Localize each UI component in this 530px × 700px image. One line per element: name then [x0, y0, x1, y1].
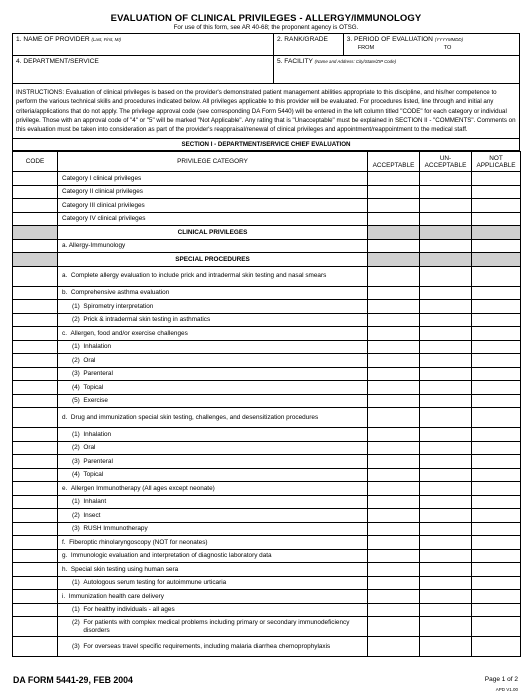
- row-unacceptable-cell[interactable]: [420, 327, 472, 341]
- item-marker: (3): [72, 457, 84, 465]
- row-code-cell[interactable]: [13, 549, 58, 563]
- rank-grade-label: 2. RANK/GRADE: [276, 36, 328, 43]
- item-label: Immunologic evaluation and interpretation of diagnostic laboratory data: [70, 552, 272, 560]
- table-row: [13, 482, 521, 496]
- row-unacceptable-cell[interactable]: [420, 482, 472, 496]
- table-row: [13, 428, 521, 442]
- item-marker: (1): [72, 606, 84, 614]
- clinical-privileges-header-label: CLINICAL PRIVILEGES: [58, 226, 368, 240]
- item-label: Special skin testing using human sera: [70, 565, 179, 573]
- row-acceptable-cell[interactable]: [368, 549, 420, 563]
- row-code-cell[interactable]: [13, 327, 58, 341]
- table-row: [13, 441, 521, 455]
- item-label: Oral: [83, 356, 96, 364]
- item-label: Spirometry interpretation: [83, 302, 154, 310]
- table-row: [13, 549, 521, 563]
- item-marker: (1): [72, 343, 84, 351]
- provider-name-field[interactable]: [13, 34, 274, 55]
- provider-info-box: [12, 33, 520, 151]
- table-row: [13, 354, 521, 368]
- item-label: Comprehensive asthma evaluation: [70, 289, 170, 297]
- item-marker: (4): [72, 471, 84, 479]
- row-acceptable-cell[interactable]: [368, 212, 420, 226]
- evaluation-period-field[interactable]: [344, 34, 519, 55]
- item-marker: e.: [62, 484, 71, 492]
- privilege-item: [58, 522, 368, 536]
- rank-grade-field[interactable]: [274, 34, 344, 55]
- column-header-not-applicable: NOT APPLICABLE: [472, 152, 521, 172]
- table-row: [13, 455, 521, 469]
- table-row: [13, 286, 521, 300]
- row-acceptable-cell[interactable]: [368, 199, 420, 213]
- form-number: DA FORM 5441-29, FEB 2004: [13, 675, 133, 685]
- clinical-privileges-header: [13, 226, 521, 240]
- row-acceptable-cell[interactable]: [368, 482, 420, 496]
- department-field[interactable]: [13, 56, 274, 83]
- privilege-item: [58, 482, 368, 496]
- table-row: [13, 536, 521, 550]
- row-not-applicable-cell[interactable]: [472, 549, 521, 563]
- row-unacceptable-cell[interactable]: [420, 590, 472, 604]
- row-code-cell[interactable]: [13, 381, 58, 395]
- row-not-applicable-cell[interactable]: [472, 603, 521, 617]
- row-unacceptable-cell[interactable]: [420, 239, 472, 253]
- privilege-item: [58, 354, 368, 368]
- item-label: Insect: [83, 511, 101, 519]
- table-row: [13, 199, 521, 213]
- row-not-applicable-cell[interactable]: [472, 212, 521, 226]
- shaded-cell: [368, 226, 420, 240]
- row-acceptable-cell[interactable]: [368, 576, 420, 590]
- item-marker: (2): [72, 444, 84, 452]
- privilege-item: Category IV clinical privileges: [58, 212, 368, 226]
- privilege-item: [58, 381, 368, 395]
- row-not-applicable-cell[interactable]: [472, 536, 521, 550]
- row-code-cell[interactable]: [13, 482, 58, 496]
- item-label: For patients with complex medical problems including primary or secondary immunodeficiency disorders: [83, 618, 350, 634]
- row-code-cell[interactable]: [13, 239, 58, 253]
- item-marker: c.: [62, 329, 71, 337]
- shaded-cell: [13, 226, 58, 240]
- item-marker: (4): [72, 383, 84, 391]
- privilege-item: [58, 313, 368, 327]
- row-unacceptable-cell[interactable]: [420, 212, 472, 226]
- item-label: Drug and immunization special skin testing, challenges, and desensitization procedures: [70, 413, 319, 421]
- row-acceptable-cell[interactable]: [368, 172, 420, 186]
- privilege-item: [58, 590, 368, 604]
- table-row: [13, 522, 521, 536]
- privilege-item: [58, 286, 368, 300]
- row-unacceptable-cell[interactable]: [420, 495, 472, 509]
- row-unacceptable-cell[interactable]: [420, 172, 472, 186]
- row-unacceptable-cell[interactable]: [420, 354, 472, 368]
- row-unacceptable-cell[interactable]: [420, 576, 472, 590]
- privilege-item: Category II clinical privileges: [58, 185, 368, 199]
- row-code-cell[interactable]: [13, 563, 58, 577]
- privilege-item: [58, 455, 368, 469]
- row-unacceptable-cell[interactable]: [420, 266, 472, 286]
- item-label: Parenteral: [83, 457, 113, 465]
- table-row: [13, 340, 521, 354]
- privilege-item: [58, 266, 368, 286]
- item-marker: (2): [72, 511, 84, 519]
- evaluation-form: [12, 13, 520, 657]
- row-code-cell[interactable]: [13, 576, 58, 590]
- privilege-item: [58, 300, 368, 314]
- privilege-item: [58, 394, 368, 408]
- row-not-applicable-cell[interactable]: [472, 286, 521, 300]
- row-acceptable-cell[interactable]: [368, 495, 420, 509]
- row-not-applicable-cell[interactable]: [472, 509, 521, 523]
- item-label: Allergen Immunotherapy (All ages except neonate): [70, 484, 215, 492]
- privilege-item: [58, 468, 368, 482]
- table-row: [13, 509, 521, 523]
- row-code-cell[interactable]: [13, 354, 58, 368]
- privilege-item: a. Allergy-Immunology: [58, 239, 368, 253]
- row-acceptable-cell[interactable]: [368, 563, 420, 577]
- row-code-cell[interactable]: [13, 522, 58, 536]
- item-marker: b.: [62, 289, 71, 297]
- row-not-applicable-cell[interactable]: [472, 199, 521, 213]
- row-acceptable-cell[interactable]: [368, 522, 420, 536]
- table-row: [13, 408, 521, 428]
- privilege-item: [58, 495, 368, 509]
- privilege-item: [58, 576, 368, 590]
- row-code-cell[interactable]: [13, 495, 58, 509]
- row-code-cell[interactable]: [13, 455, 58, 469]
- row-code-cell[interactable]: [13, 394, 58, 408]
- period-label: 3. PERIOD OF EVALUATION: [346, 36, 433, 43]
- row-not-applicable-cell[interactable]: [472, 495, 521, 509]
- special-procedures-header: [13, 253, 521, 267]
- facility-hint: (Name and Address: City/State/ZIP Code): [314, 59, 397, 64]
- item-marker: h.: [62, 565, 71, 573]
- privilege-item: [58, 563, 368, 577]
- item-marker: (1): [72, 430, 84, 438]
- row-not-applicable-cell[interactable]: [472, 394, 521, 408]
- row-acceptable-cell[interactable]: [368, 266, 420, 286]
- item-label: Autologous serum testing for autoimmune urticaria: [83, 579, 227, 587]
- table-row: [13, 172, 521, 186]
- row-not-applicable-cell[interactable]: [472, 428, 521, 442]
- row-acceptable-cell[interactable]: [368, 468, 420, 482]
- row-unacceptable-cell[interactable]: [420, 300, 472, 314]
- row-unacceptable-cell[interactable]: [420, 199, 472, 213]
- row-acceptable-cell[interactable]: [368, 536, 420, 550]
- privilege-item: [58, 603, 368, 617]
- item-label: Oral: [83, 444, 96, 452]
- row-acceptable-cell[interactable]: [368, 300, 420, 314]
- table-row: [13, 266, 521, 286]
- row-unacceptable-cell[interactable]: [420, 617, 472, 637]
- privilege-item: [58, 617, 368, 637]
- privilege-item: [58, 637, 368, 657]
- privilege-item: [58, 428, 368, 442]
- privilege-item: [58, 509, 368, 523]
- period-hint: (YYYYMMDD): [434, 37, 464, 42]
- row-code-cell[interactable]: [13, 199, 58, 213]
- table-row: [13, 381, 521, 395]
- row-unacceptable-cell[interactable]: [420, 313, 472, 327]
- table-row: [13, 603, 521, 617]
- item-label: Parenteral: [83, 370, 113, 378]
- provider-name-hint: (Last, First, MI): [91, 37, 122, 42]
- row-unacceptable-cell[interactable]: [420, 522, 472, 536]
- row-not-applicable-cell[interactable]: [472, 266, 521, 286]
- row-acceptable-cell[interactable]: [368, 617, 420, 637]
- shaded-cell: [472, 226, 521, 240]
- table-row: [13, 239, 521, 253]
- row-not-applicable-cell[interactable]: [472, 381, 521, 395]
- shaded-cell: [420, 226, 472, 240]
- table-row: [13, 185, 521, 199]
- row-code-cell[interactable]: [13, 367, 58, 381]
- row-not-applicable-cell[interactable]: [472, 408, 521, 428]
- row-code-cell[interactable]: [13, 590, 58, 604]
- row-not-applicable-cell[interactable]: [472, 522, 521, 536]
- row-code-cell[interactable]: [13, 637, 58, 657]
- table-row: [13, 590, 521, 604]
- column-header-unacceptable: UN- ACCEPTABLE: [420, 152, 472, 172]
- row-acceptable-cell[interactable]: [368, 590, 420, 604]
- row-unacceptable-cell[interactable]: [420, 340, 472, 354]
- item-marker: (2): [72, 356, 84, 364]
- row-acceptable-cell[interactable]: [368, 327, 420, 341]
- shaded-cell: [472, 253, 521, 267]
- row-unacceptable-cell[interactable]: [420, 428, 472, 442]
- privilege-item: [58, 536, 368, 550]
- row-unacceptable-cell[interactable]: [420, 441, 472, 455]
- row-acceptable-cell[interactable]: [368, 637, 420, 657]
- row-not-applicable-cell[interactable]: [472, 340, 521, 354]
- table-row: [13, 468, 521, 482]
- row-code-cell[interactable]: [13, 603, 58, 617]
- row-code-cell[interactable]: [13, 441, 58, 455]
- item-label: Inhalation: [83, 430, 112, 438]
- row-acceptable-cell[interactable]: [368, 394, 420, 408]
- row-acceptable-cell[interactable]: [368, 441, 420, 455]
- row-unacceptable-cell[interactable]: [420, 468, 472, 482]
- row-not-applicable-cell[interactable]: [472, 590, 521, 604]
- item-marker: a.: [62, 272, 71, 280]
- row-not-applicable-cell[interactable]: [472, 455, 521, 469]
- row-unacceptable-cell[interactable]: [420, 549, 472, 563]
- row-not-applicable-cell[interactable]: [472, 482, 521, 496]
- privilege-item: [58, 441, 368, 455]
- privilege-item: Category III clinical privileges: [58, 199, 368, 213]
- row-unacceptable-cell[interactable]: [420, 394, 472, 408]
- row-acceptable-cell[interactable]: [368, 455, 420, 469]
- row-code-cell[interactable]: [13, 340, 58, 354]
- row-acceptable-cell[interactable]: [368, 367, 420, 381]
- row-unacceptable-cell[interactable]: [420, 408, 472, 428]
- item-marker: (3): [72, 370, 84, 378]
- row-code-cell[interactable]: [13, 185, 58, 199]
- row-code-cell[interactable]: [13, 286, 58, 300]
- row-code-cell[interactable]: [13, 313, 58, 327]
- table-row: [13, 300, 521, 314]
- row-acceptable-cell[interactable]: [368, 509, 420, 523]
- table-row: [13, 617, 521, 637]
- item-label: For healthy individuals - all ages: [83, 606, 175, 614]
- row-code-cell[interactable]: [13, 509, 58, 523]
- item-label: Topical: [83, 383, 104, 391]
- row-code-cell[interactable]: [13, 408, 58, 428]
- shaded-cell: [420, 253, 472, 267]
- privilege-item: [58, 549, 368, 563]
- row-unacceptable-cell[interactable]: [420, 286, 472, 300]
- row-not-applicable-cell[interactable]: [472, 354, 521, 368]
- row-code-cell[interactable]: [13, 617, 58, 637]
- form-subtitle: For use of this form, see AR 40-68; the proponent agency is OTSG.: [173, 24, 359, 31]
- row-code-cell[interactable]: [13, 172, 58, 186]
- row-unacceptable-cell[interactable]: [420, 603, 472, 617]
- item-marker: i.: [62, 592, 69, 600]
- row-not-applicable-cell[interactable]: [472, 637, 521, 657]
- row-code-cell[interactable]: [13, 300, 58, 314]
- form-title: EVALUATION OF CLINICAL PRIVILEGES - ALLERGY/IMMUNOLOGY: [110, 13, 422, 24]
- period-to-label: TO: [443, 45, 452, 51]
- row-code-cell[interactable]: [13, 266, 58, 286]
- privilege-item: [58, 340, 368, 354]
- item-marker: (1): [72, 498, 84, 506]
- item-marker: (1): [72, 579, 84, 587]
- row-not-applicable-cell[interactable]: [472, 313, 521, 327]
- row-not-applicable-cell[interactable]: [472, 300, 521, 314]
- apd-version: APD V1.00: [495, 687, 518, 692]
- row-unacceptable-cell[interactable]: [420, 563, 472, 577]
- table-row: [13, 563, 521, 577]
- item-marker: (5): [72, 397, 84, 405]
- row-unacceptable-cell[interactable]: [420, 455, 472, 469]
- item-label: Fiberoptic rhinolaryngoscopy (NOT for neonates): [69, 538, 208, 546]
- table-row: [13, 495, 521, 509]
- column-header-code: CODE: [13, 152, 58, 172]
- item-marker: (3): [72, 642, 84, 650]
- table-row: [13, 394, 521, 408]
- item-label: Prick & intradermal skin testing in asthmatics: [83, 316, 211, 324]
- item-marker: (2): [72, 618, 84, 626]
- shaded-cell: [13, 253, 58, 267]
- item-marker: (1): [72, 302, 84, 310]
- row-unacceptable-cell[interactable]: [420, 509, 472, 523]
- item-label: Immunization health care delivery: [68, 592, 164, 600]
- row-unacceptable-cell[interactable]: [420, 185, 472, 199]
- row-acceptable-cell[interactable]: [368, 603, 420, 617]
- item-marker: f.: [62, 538, 70, 546]
- shaded-cell: [368, 253, 420, 267]
- row-not-applicable-cell[interactable]: [472, 327, 521, 341]
- row-not-applicable-cell[interactable]: [472, 441, 521, 455]
- row-code-cell[interactable]: [13, 468, 58, 482]
- privilege-item: [58, 408, 368, 428]
- column-header-category: PRIVILEGE CATEGORY: [58, 152, 368, 172]
- facility-field[interactable]: [274, 56, 519, 83]
- table-row: [13, 327, 521, 341]
- row-not-applicable-cell[interactable]: [472, 185, 521, 199]
- item-marker: g.: [62, 552, 71, 560]
- privileges-table: [12, 151, 521, 657]
- table-row: [13, 637, 521, 657]
- item-label: Allergen, food and/or exercise challenges: [70, 329, 188, 337]
- row-acceptable-cell[interactable]: [368, 428, 420, 442]
- privilege-item: Category I clinical privileges: [58, 172, 368, 186]
- special-procedures-header-label: SPECIAL PROCEDURES: [58, 253, 368, 267]
- row-code-cell[interactable]: [13, 536, 58, 550]
- item-label: Topical: [83, 471, 104, 479]
- row-not-applicable-cell[interactable]: [472, 239, 521, 253]
- page-number: Page 1 of 2: [484, 676, 518, 683]
- item-label: RUSH Immunotherapy: [83, 525, 148, 533]
- item-label: Inhalation: [83, 343, 112, 351]
- row-acceptable-cell[interactable]: [368, 408, 420, 428]
- row-acceptable-cell[interactable]: [368, 340, 420, 354]
- item-label: Exercise: [83, 397, 108, 405]
- row-acceptable-cell[interactable]: [368, 239, 420, 253]
- column-header-acceptable: ACCEPTABLE: [368, 152, 420, 172]
- row-code-cell[interactable]: [13, 428, 58, 442]
- row-code-cell[interactable]: [13, 212, 58, 226]
- item-marker: d.: [62, 413, 71, 421]
- row-acceptable-cell[interactable]: [368, 286, 420, 300]
- row-unacceptable-cell[interactable]: [420, 381, 472, 395]
- row-not-applicable-cell[interactable]: [472, 563, 521, 577]
- row-unacceptable-cell[interactable]: [420, 367, 472, 381]
- privilege-item: [58, 367, 368, 381]
- row-acceptable-cell[interactable]: [368, 354, 420, 368]
- period-from-label: FROM: [357, 45, 375, 51]
- row-unacceptable-cell[interactable]: [420, 637, 472, 657]
- row-unacceptable-cell[interactable]: [420, 536, 472, 550]
- row-acceptable-cell[interactable]: [368, 381, 420, 395]
- row-not-applicable-cell[interactable]: [472, 172, 521, 186]
- table-row: [13, 367, 521, 381]
- row-not-applicable-cell[interactable]: [472, 617, 521, 637]
- provider-name-label: 1. NAME OF PROVIDER: [16, 36, 90, 43]
- item-label: Inhalant: [83, 498, 107, 506]
- row-not-applicable-cell[interactable]: [472, 576, 521, 590]
- table-row: [13, 576, 521, 590]
- item-label: Complete allergy evaluation to include prick and intradermal skin testing and nasal smears: [70, 272, 327, 280]
- item-marker: (2): [72, 316, 84, 324]
- row-acceptable-cell[interactable]: [368, 313, 420, 327]
- item-label: For overseas travel specific requirements, including malaria diarrhea chemoprophylaxis: [83, 642, 331, 650]
- table-row: [13, 313, 521, 327]
- department-label: 4. DEPARTMENT/SERVICE: [16, 58, 99, 65]
- item-marker: (3): [72, 525, 84, 533]
- table-row: [13, 212, 521, 226]
- instructions-text: INSTRUCTIONS: Evaluation of clinical privileges is based on the provider's demonstrated patient management abilities appropriate to this discipline, and his/her competence to perform the various technical skills and procedures indicated below. All privileges applicable to this provider will be evaluated. For procedures listed, line through and initial any criteria/applications that do not apply. The privilege approval code (see corresponding DA Form 5440) will be entered in the left column titled "CODE" for each category or individual privilege. Those with an approval code of "4" or "5" will be marked "Not Applicable". Any rating that is "Unacceptable" must be explained in SECTION II - "COMMENTS". Comments on this evaluation must be taken into consideration as part of the provider's reappraisal/renewal of clinical privileges and appointment/reappointment to the medical staff.: [13, 84, 519, 139]
- row-acceptable-cell[interactable]: [368, 185, 420, 199]
- facility-label: 5. FACILITY: [276, 58, 313, 65]
- row-not-applicable-cell[interactable]: [472, 468, 521, 482]
- privilege-item: [58, 327, 368, 341]
- section-1-title: SECTION I - DEPARTMENT/SERVICE CHIEF EVALUATION: [13, 139, 519, 151]
- row-not-applicable-cell[interactable]: [472, 367, 521, 381]
